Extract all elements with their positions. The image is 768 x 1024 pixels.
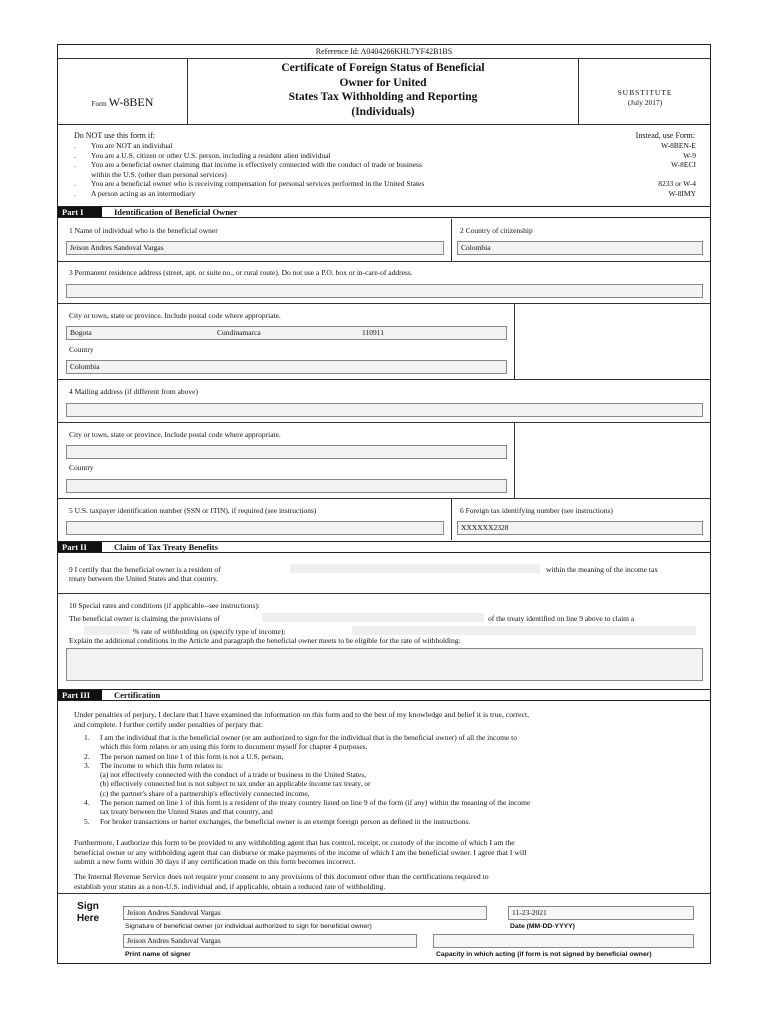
title-line: Owner for United bbox=[339, 76, 427, 89]
list-item: 4. The person named on line 1 of this form is a resident of the treaty country listed on line 9 of the form (if any) within the meaning of the income tax treaty between the United States and that country, and bbox=[84, 798, 531, 817]
list-item: 2. The person named on line 1 of this form is not a U.S. person, bbox=[84, 751, 284, 761]
reference-id: Reference Id: A0404266KHL7YF42B1BS bbox=[315, 47, 453, 56]
intro-list bbox=[74, 141, 696, 198]
list-item: . A person acting as an intermediary W-8IMY bbox=[74, 188, 696, 198]
print-name-field[interactable]: Jeison Andres Sandoval Vargas bbox=[123, 934, 417, 948]
country-field[interactable]: Colombia bbox=[66, 360, 507, 374]
certification-intro: Under penalties of perjury, I declare that I have examined the information on this form and to the best of my knowledge and belief it is true, correct, and complete. I further certify under penalties of perjury that: bbox=[74, 710, 530, 729]
form-name: W-8BEN bbox=[108, 95, 154, 109]
part2-title: Claim of Tax Treaty Benefits bbox=[114, 542, 218, 552]
state-value: Cundinamarca bbox=[217, 328, 261, 337]
part2-tag: Part II bbox=[58, 542, 102, 552]
list-item: . You are NOT an individual W-8BEN-E bbox=[74, 141, 696, 150]
list-item: 1. I am the individual that is the beneficial owner (or am authorized to sign for the individual that is the beneficial owner) of all the income to which this form relates or am using this form to document myself for chapter 4 purposes, bbox=[84, 733, 517, 752]
postal-value: 110911 bbox=[362, 328, 384, 337]
title-line: Certificate of Foreign Status of Beneficial bbox=[281, 62, 485, 74]
form-id bbox=[60, 95, 185, 110]
city-field[interactable] bbox=[66, 326, 507, 340]
list-item: . You are a beneficial owner claiming that income is effectively connected with the conduct of trade or business W-8ECI bbox=[74, 160, 696, 169]
capacity-field[interactable] bbox=[433, 934, 694, 948]
form-prefix: Form bbox=[91, 100, 107, 108]
treaty-article-field[interactable] bbox=[262, 613, 484, 622]
list-item: . You are a beneficial owner who is receiving compensation for personal services performed in the United States 8233 or W-4 bbox=[74, 179, 696, 188]
date-label: Date (MM-DD-YYYY) bbox=[510, 923, 575, 930]
sign-here-label: Sign Here bbox=[76, 901, 100, 924]
part2-header bbox=[58, 541, 710, 553]
title-line: (Individuals) bbox=[351, 105, 415, 118]
part1-header bbox=[58, 206, 710, 218]
rate-field[interactable] bbox=[84, 626, 130, 635]
ssn-label: 5 U.S. taxpayer identification number (SSN or ITIN), if required (see instructions) bbox=[69, 506, 317, 515]
line9-label: 9 I certify that the beneficial owner is a resident of bbox=[69, 565, 221, 574]
title-line: States Tax Withholding and Reporting bbox=[288, 91, 478, 103]
intro-heading: Do NOT use this form if: bbox=[74, 131, 155, 140]
list-item: 3. The income to which this form relates is: (a) not effectively connected with the conduct of a trade or business in the United States, (b) effectively connected but is not subject to tax under an applicable income tax treaty, or (c) the partner's share of a partnership's effectively connected income, bbox=[84, 760, 371, 798]
line10-explain-label: Explain the additional conditions in the Article and paragraph the beneficial owner meets to be eligible for the rate of withholding: bbox=[69, 636, 461, 645]
form-date: (July 2017) bbox=[627, 98, 663, 107]
mailing-city-label: City or town, state or province. Include postal code where appropriate. bbox=[69, 430, 281, 439]
address-label: 3 Permanent residence address (street, apt. or suite no., or rural route). Do not use a P.O. box or in-care-of address. bbox=[69, 268, 413, 277]
mailing-label: 4 Mailing address (if different from above) bbox=[69, 387, 198, 396]
line9-label-end: treaty between the United States and that country. bbox=[69, 574, 219, 583]
form-title bbox=[188, 61, 578, 119]
part3-tag: Part III bbox=[58, 690, 102, 700]
citizenship-label: 2 Country of citizenship bbox=[460, 226, 533, 235]
ssn-field[interactable] bbox=[66, 521, 444, 535]
print-name-label: Print name of signer bbox=[125, 951, 191, 958]
foreign-tin-label: 6 Foreign tax identifying number (see instructions) bbox=[460, 506, 613, 515]
list-item: 5. For broker transactions or barter exchanges, the beneficial owner is an exempt foreign person as defined in the instructions. bbox=[84, 816, 471, 826]
country-label: Country bbox=[69, 345, 94, 354]
city-label: City or town, state or province. Include postal code where appropriate. bbox=[69, 311, 281, 320]
authorization-paragraph: Furthermore, I authorize this form to be provided to any withholding agent that has control, receipt, or custody of the income of which I am the beneficial owner or any withholding agent that can disburse or make payments of the income of which I am the beneficial owner. I agree that I will submit a new form within 30 days if any certification made on this form becomes incorrect. bbox=[74, 838, 527, 866]
name-label: 1 Name of individual who is the beneficial owner bbox=[69, 226, 218, 235]
line10-rate-label: % rate of withholding on (specify type of income): bbox=[133, 627, 286, 636]
income-type-field[interactable] bbox=[352, 626, 696, 635]
list-item: within the U.S. (other than personal services) bbox=[91, 169, 227, 179]
instead-heading: Instead, use Form: bbox=[635, 131, 695, 140]
mailing-city-field[interactable] bbox=[66, 445, 507, 459]
part1-title: Identification of Beneficial Owner bbox=[114, 207, 238, 217]
substitute-block bbox=[580, 88, 710, 108]
line10-label: The beneficial owner is claiming the provisions of bbox=[69, 614, 220, 623]
certification-list bbox=[84, 733, 704, 826]
line10-label-cont: of the treaty identified on line 9 above to claim a bbox=[488, 614, 635, 623]
mailing-country-field[interactable] bbox=[66, 479, 507, 493]
foreign-tin-field[interactable]: XXXXXX2328 bbox=[457, 521, 703, 535]
mailing-country-label: Country bbox=[69, 463, 94, 472]
city-value: Bogota bbox=[70, 328, 92, 337]
citizenship-field[interactable]: Colombia bbox=[457, 241, 703, 255]
substitute-label: SUBSTITUTE bbox=[617, 88, 673, 97]
part3-header bbox=[58, 689, 710, 701]
conditions-field[interactable] bbox=[66, 648, 703, 681]
date-field[interactable]: 11-23-2021 bbox=[508, 906, 694, 920]
signature-field[interactable]: Jeison Andres Sandoval Vargas bbox=[123, 906, 487, 920]
irs-paragraph: The Internal Revenue Service does not require your consent to any provisions of this document other than the certifications required to establish your status as a non-U.S. individual and, if applicable, obtain a reduced rate of withholding. bbox=[74, 872, 489, 891]
capacity-label: Capacity in which acting (if form is not signed by beneficial owner) bbox=[436, 951, 652, 958]
list-item: . You are a U.S. citizen or other U.S. person, including a resident alien individual W-9 bbox=[74, 150, 696, 160]
part3-title: Certification bbox=[114, 690, 161, 700]
line10-heading: 10 Special rates and conditions (if applicable--see instructions): bbox=[69, 601, 260, 610]
mailing-field[interactable] bbox=[66, 403, 703, 417]
line9-label-cont: within the meaning of the income tax bbox=[546, 565, 659, 574]
address-field[interactable] bbox=[66, 284, 703, 298]
part1-tag: Part I bbox=[58, 207, 102, 217]
name-field[interactable]: Jeison Andres Sandoval Vargas bbox=[66, 241, 444, 255]
treaty-country-field[interactable] bbox=[290, 564, 540, 573]
signature-label: Signature of beneficial owner (or individual authorized to sign for beneficial owner) bbox=[125, 923, 372, 930]
